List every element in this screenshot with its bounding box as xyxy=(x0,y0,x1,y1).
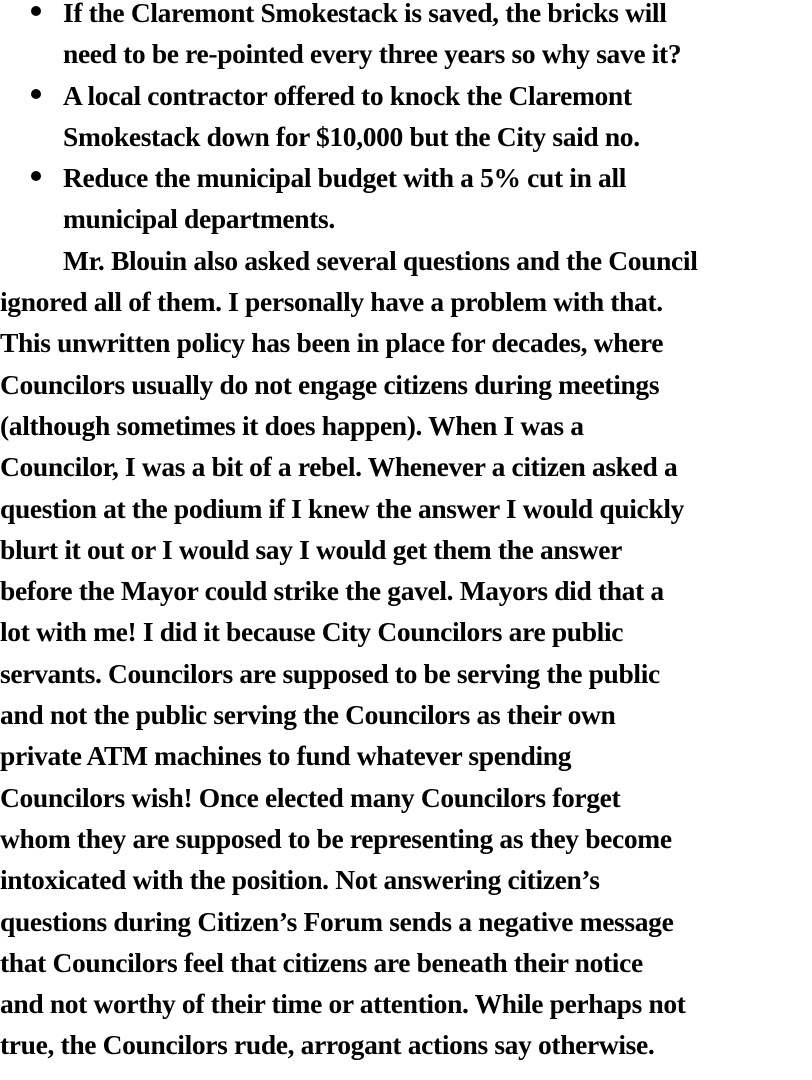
text-line: blurt it out or I would say I would get them the answer xyxy=(0,533,622,565)
text-line: Councilor, I was a bit of a rebel. Whenever a citizen asked a xyxy=(0,451,678,483)
text-line: Councilors wish! Once elected many Councilors forget xyxy=(0,781,621,813)
text-line: Smokestack down for $10,000 but the City said no. xyxy=(63,120,640,152)
bullet-list xyxy=(0,0,812,240)
text-line: This unwritten policy has been in place for decades, where xyxy=(0,327,664,359)
text-line: Reduce the municipal budget with a 5% cut in all xyxy=(63,162,627,194)
bullet-item xyxy=(0,157,808,240)
bullet-item xyxy=(0,75,808,158)
text-line: If the Claremont Smokestack is saved, the bricks will xyxy=(63,0,667,28)
text-line: need to be re-pointed every three years so why save it? xyxy=(63,38,682,70)
text-line: private ATM machines to fund whatever spending xyxy=(0,740,572,772)
text-line: servants. Councilors are supposed to be serving the public xyxy=(0,657,660,689)
text-line: (although sometimes it does happen). When I was a xyxy=(0,409,584,441)
text-line: before the Mayor could strike the gavel. Mayors did that a xyxy=(0,575,664,607)
text-line: Mr. Blouin also asked several questions and the Council xyxy=(63,244,698,276)
text-line: questions during Citizen’s Forum sends a negative message xyxy=(0,905,674,937)
text-line: ignored all of them. I personally have a problem with that. xyxy=(0,286,663,318)
body-paragraph xyxy=(0,240,812,1066)
text-line: and not worthy of their time or attention. While perhaps not xyxy=(0,988,686,1020)
text-line: and not the public serving the Councilors as their own xyxy=(0,699,616,731)
text-line: whom they are supposed to be representing as they become xyxy=(0,822,672,854)
text-line: Councilors usually do not engage citizens during meetings xyxy=(0,368,660,400)
text-line: municipal departments. xyxy=(63,203,335,235)
text-line: question at the podium if I knew the answer I would quickly xyxy=(0,492,685,524)
bullet-icon xyxy=(31,6,41,16)
text-line: A local contractor offered to knock the Claremont xyxy=(63,79,632,111)
text-line: lot with me! I did it because City Councilors are public xyxy=(0,616,624,648)
bullet-icon xyxy=(31,89,41,99)
bullet-item xyxy=(0,0,808,75)
text-line: intoxicated with the position. Not answering citizen’s xyxy=(0,864,600,896)
bullet-icon xyxy=(31,171,41,181)
text-line: that Councilors feel that citizens are beneath their notice xyxy=(0,946,643,978)
text-line: true, the Councilors rude, arrogant actions say otherwise. xyxy=(0,1029,655,1061)
